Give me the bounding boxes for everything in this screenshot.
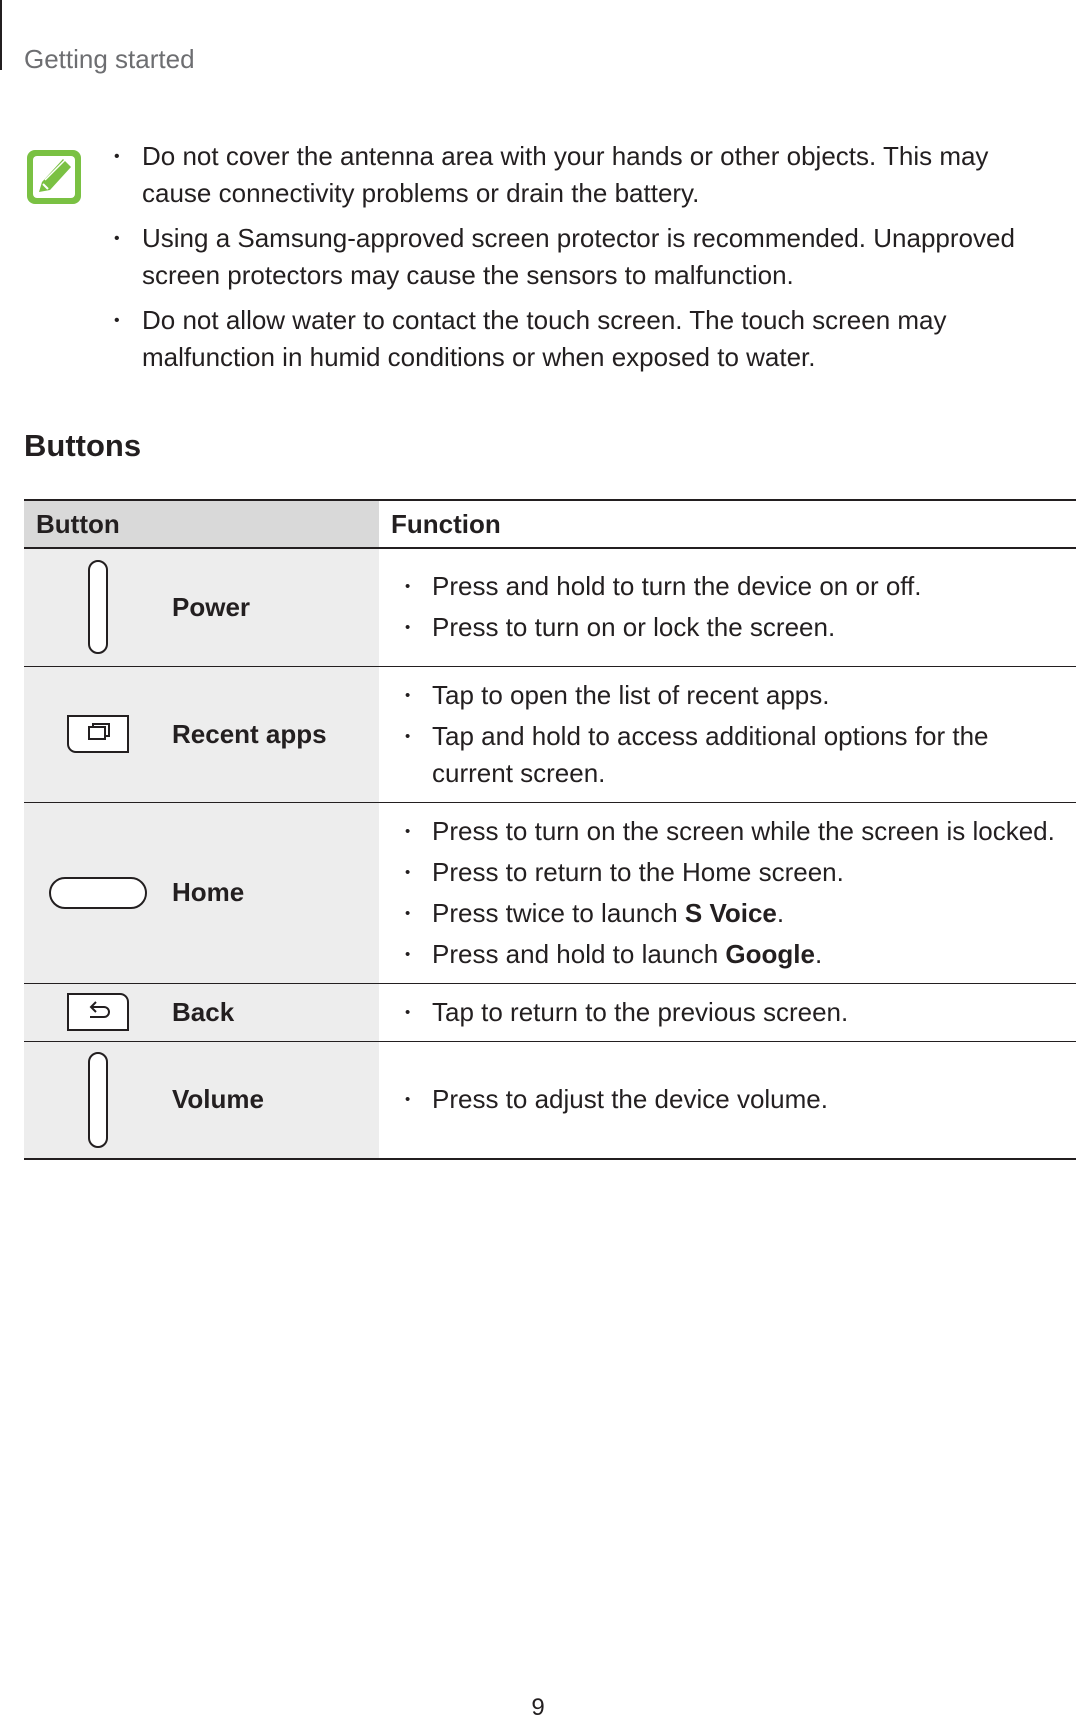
- button-cell: [24, 666, 379, 802]
- page-number: 9: [531, 1694, 545, 1721]
- function-text: Press twice to launch: [432, 897, 685, 928]
- button-name: Volume: [172, 1084, 264, 1115]
- side-rule: [0, 0, 2, 70]
- button-name: Power: [172, 591, 251, 622]
- table-row: [24, 983, 1076, 1041]
- function-item: • Tap and hold to access additional options for the current screen.: [403, 718, 1076, 792]
- button-cell: [24, 983, 379, 1041]
- table-row: [24, 548, 1076, 666]
- function-item: • Tap to open the list of recent apps.: [403, 677, 1076, 714]
- volume-key-icon: [86, 1051, 110, 1149]
- table-row: [24, 1041, 1076, 1159]
- function-item: • Press to adjust the device volume.: [403, 1081, 1076, 1118]
- back-icon: [66, 992, 130, 1032]
- power-key-icon: [86, 559, 110, 655]
- function-cell: [379, 666, 1076, 802]
- recent-apps-icon: [66, 714, 130, 754]
- function-item: • Press to turn on or lock the screen.: [403, 609, 1076, 646]
- button-name: Back: [172, 996, 235, 1027]
- note-pencil-icon: [25, 148, 83, 206]
- button-name: Recent apps: [172, 718, 327, 749]
- function-cell: [379, 1041, 1076, 1159]
- section-header: Getting started: [24, 44, 195, 74]
- function-item: • Press to return to the Home screen.: [403, 854, 1076, 891]
- function-item: • Press to turn on the screen while the screen is locked.: [403, 813, 1076, 850]
- function-text: Press and hold to launch: [432, 938, 726, 969]
- table-row: [24, 666, 1076, 802]
- button-cell: [24, 802, 379, 983]
- note-item: • Do not cover the antenna area with your hands or other objects. This may cause connectivity problems or drain the battery.: [110, 138, 1060, 212]
- column-header-function: Function: [379, 500, 1076, 548]
- note-item: • Do not allow water to contact the touch screen. The touch screen may malfunction in humid conditions or when exposed to water.: [110, 302, 1060, 376]
- function-item: • Press and hold to turn the device on or off.: [403, 568, 1076, 605]
- section-title: Buttons: [24, 428, 142, 463]
- function-item: [403, 936, 1076, 973]
- function-item: [403, 895, 1076, 932]
- table-row: [24, 802, 1076, 983]
- function-cell: [379, 983, 1076, 1041]
- function-text: .: [814, 938, 823, 969]
- home-key-icon: [48, 875, 148, 911]
- function-item: • Tap to return to the previous screen.: [403, 994, 1076, 1031]
- function-keyword: Google: [725, 938, 815, 969]
- table-header-row: [24, 500, 1076, 548]
- button-name: Home: [172, 877, 245, 907]
- column-header-button: Button: [24, 500, 379, 548]
- function-keyword: S Voice: [684, 897, 777, 928]
- buttons-table: [24, 499, 1076, 1160]
- button-cell: [24, 1041, 379, 1159]
- function-cell: [379, 802, 1076, 983]
- note-item: • Using a Samsung-approved screen protector is recommended. Unapproved screen protectors may cause the sensors to malfunction.: [110, 220, 1060, 294]
- button-cell: [24, 548, 379, 666]
- function-cell: [379, 548, 1076, 666]
- note-list: [110, 138, 1060, 384]
- function-text: .: [776, 897, 785, 928]
